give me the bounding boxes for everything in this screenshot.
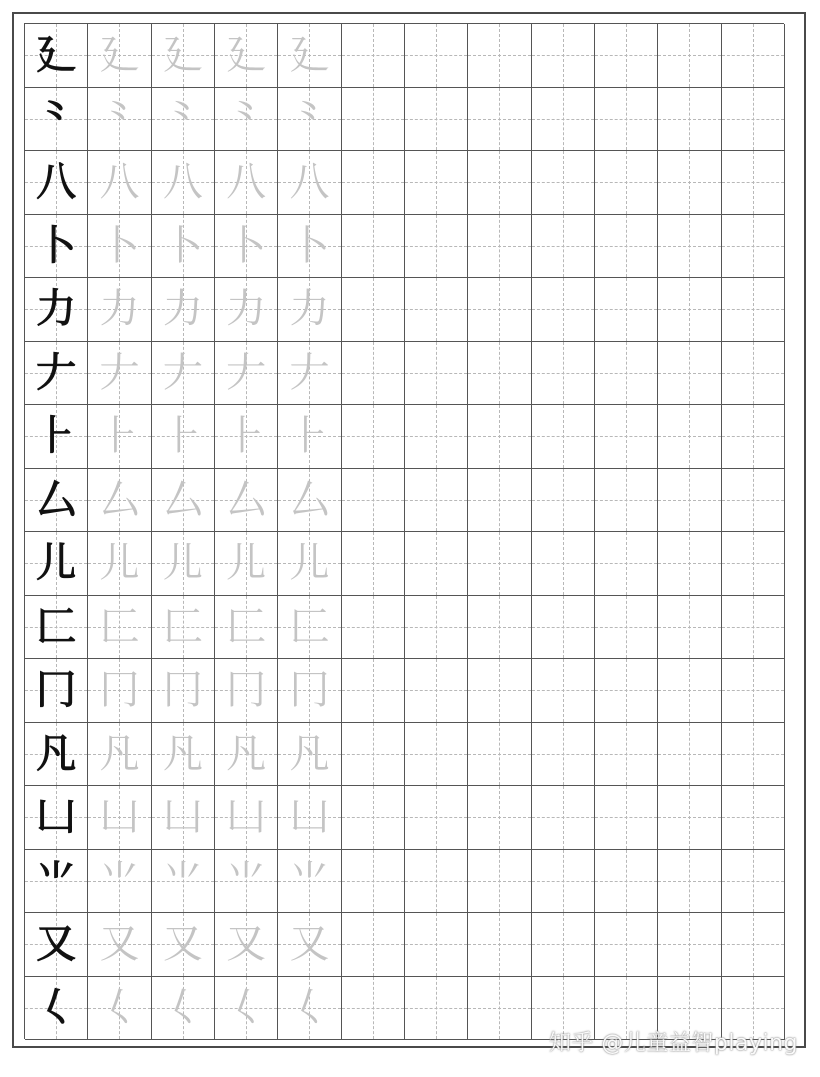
model-cell [25,659,88,723]
trace-character: 儿 [99,540,140,587]
blank-practice-cell [405,850,468,914]
trace-cell [88,850,151,914]
blank-practice-cell [595,469,658,533]
trace-cell [278,850,341,914]
blank-practice-cell [532,215,595,279]
blank-practice-cell [722,596,785,660]
blank-practice-cell [658,24,721,88]
practice-grid [24,23,784,1039]
trace-cell [215,786,278,850]
trace-character: 𡿨 [226,984,267,1031]
trace-cell [215,151,278,215]
blank-practice-cell [658,723,721,787]
trace-cell [152,405,215,469]
blank-practice-cell [595,215,658,279]
blank-practice-cell [722,24,785,88]
blank-practice-cell [468,469,531,533]
trace-character: ⺀ [226,95,267,142]
blank-practice-cell [532,532,595,596]
blank-practice-cell [722,786,785,850]
blank-practice-cell [468,659,531,723]
trace-cell [88,532,151,596]
blank-practice-cell [468,723,531,787]
trace-cell [278,278,341,342]
trace-character: 八 [162,159,203,206]
blank-practice-cell [342,532,405,596]
blank-practice-cell [342,342,405,406]
trace-cell [152,151,215,215]
model-cell [25,215,88,279]
blank-practice-cell [405,151,468,215]
trace-cell [152,786,215,850]
trace-cell [215,723,278,787]
trace-cell [215,405,278,469]
blank-practice-cell [405,24,468,88]
blank-practice-cell [468,532,531,596]
trace-cell [215,24,278,88]
trace-cell [278,596,341,660]
blank-practice-cell [405,659,468,723]
blank-practice-cell [468,786,531,850]
trace-cell [88,786,151,850]
blank-practice-cell [405,723,468,787]
trace-cell [215,342,278,406]
blank-practice-cell [722,913,785,977]
model-character: 匚 [36,602,77,650]
blank-practice-cell [595,88,658,152]
blank-practice-cell [595,151,658,215]
blank-practice-cell [468,88,531,152]
blank-practice-cell [532,278,595,342]
trace-character: 冂 [162,667,203,714]
trace-cell [215,469,278,533]
trace-character: 力 [99,286,140,333]
trace-cell [152,977,215,1041]
blank-practice-cell [595,278,658,342]
trace-character: 又 [99,921,140,968]
blank-practice-cell [342,786,405,850]
trace-character: ⺀ [99,95,140,142]
blank-practice-cell [342,596,405,660]
trace-cell [278,786,341,850]
trace-character: ⺌ [162,857,203,904]
blank-practice-cell [658,88,721,152]
blank-practice-cell [405,405,468,469]
blank-practice-cell [658,405,721,469]
trace-character: 凵 [99,794,140,841]
blank-practice-cell [468,977,531,1041]
model-character: ⺀ [36,94,77,142]
trace-cell [278,342,341,406]
trace-character: 儿 [226,540,267,587]
watermark: 知乎 @儿童益智playing [548,1031,798,1056]
model-cell [25,24,88,88]
blank-practice-cell [595,596,658,660]
blank-practice-cell [595,723,658,787]
blank-practice-cell [658,215,721,279]
trace-cell [215,596,278,660]
blank-practice-cell [658,342,721,406]
trace-character: 冂 [289,667,330,714]
trace-character: 卜 [99,222,140,269]
trace-character: 𠂇 [99,349,140,396]
trace-character: 廴 [99,32,140,79]
trace-character: 又 [289,921,330,968]
trace-cell [215,850,278,914]
trace-cell [152,469,215,533]
trace-cell [88,342,151,406]
blank-practice-cell [722,532,785,596]
model-cell [25,913,88,977]
blank-practice-cell [405,977,468,1041]
trace-character: 匚 [226,603,267,650]
blank-practice-cell [342,151,405,215]
trace-character: ⺌ [226,857,267,904]
blank-practice-cell [342,405,405,469]
trace-cell [88,596,151,660]
blank-practice-cell [405,278,468,342]
trace-cell [215,977,278,1041]
trace-cell [152,850,215,914]
blank-practice-cell [342,24,405,88]
trace-character: ⺀ [162,95,203,142]
trace-character: 凡 [99,730,140,777]
model-character: 儿 [36,539,77,587]
model-character: 冂 [36,666,77,714]
trace-cell [215,913,278,977]
trace-cell [215,659,278,723]
model-character: ⺊ [36,412,77,460]
blank-practice-cell [405,469,468,533]
trace-cell [278,977,341,1041]
blank-practice-cell [532,151,595,215]
trace-character: 廴 [289,32,330,79]
blank-practice-cell [468,24,531,88]
trace-cell [278,215,341,279]
blank-practice-cell [532,88,595,152]
trace-character: ⺊ [162,413,203,460]
blank-practice-cell [722,151,785,215]
blank-practice-cell [595,532,658,596]
blank-practice-cell [342,977,405,1041]
trace-cell [278,469,341,533]
blank-practice-cell [658,532,721,596]
model-cell [25,151,88,215]
trace-character: ⺌ [289,857,330,904]
model-cell [25,786,88,850]
blank-practice-cell [722,215,785,279]
trace-character: 冂 [99,667,140,714]
trace-cell [152,596,215,660]
blank-practice-cell [658,596,721,660]
blank-practice-cell [722,88,785,152]
trace-cell [88,24,151,88]
blank-practice-cell [722,850,785,914]
model-character: 力 [36,285,77,333]
blank-practice-cell [658,659,721,723]
blank-practice-cell [595,913,658,977]
trace-cell [278,532,341,596]
blank-practice-cell [468,850,531,914]
trace-cell [278,723,341,787]
blank-practice-cell [468,215,531,279]
trace-character: 凵 [289,794,330,841]
trace-character: 𡿨 [289,984,330,1031]
trace-cell [88,913,151,977]
blank-practice-cell [532,24,595,88]
blank-practice-cell [532,596,595,660]
blank-practice-cell [342,723,405,787]
blank-practice-cell [722,659,785,723]
blank-practice-cell [532,469,595,533]
trace-cell [88,405,151,469]
model-character: 厶 [36,475,77,523]
blank-practice-cell [658,850,721,914]
blank-practice-cell [595,850,658,914]
trace-character: 厶 [99,476,140,523]
trace-character: 廴 [162,32,203,79]
trace-character: 凵 [226,794,267,841]
blank-practice-cell [595,659,658,723]
blank-practice-cell [342,659,405,723]
trace-character: 凡 [289,730,330,777]
trace-cell [88,469,151,533]
blank-practice-cell [595,405,658,469]
trace-cell [278,913,341,977]
trace-character: 凡 [162,730,203,777]
trace-character: 厶 [289,476,330,523]
trace-character: 力 [289,286,330,333]
model-character: 凡 [36,729,77,777]
trace-cell [152,24,215,88]
blank-practice-cell [722,405,785,469]
trace-character: 𡿨 [162,984,203,1031]
blank-practice-cell [658,913,721,977]
trace-cell [215,215,278,279]
blank-practice-cell [595,342,658,406]
trace-character: 八 [226,159,267,206]
blank-practice-cell [595,24,658,88]
trace-cell [278,151,341,215]
blank-practice-cell [722,342,785,406]
model-cell [25,278,88,342]
blank-practice-cell [342,88,405,152]
trace-cell [278,24,341,88]
trace-cell [88,977,151,1041]
trace-character: 力 [162,286,203,333]
trace-character: 𠂇 [162,349,203,396]
blank-practice-cell [405,88,468,152]
model-cell [25,405,88,469]
blank-practice-cell [658,278,721,342]
trace-cell [278,659,341,723]
blank-practice-cell [722,278,785,342]
model-character: 𡿨 [36,983,77,1031]
blank-practice-cell [722,469,785,533]
trace-cell [278,405,341,469]
blank-practice-cell [405,215,468,279]
blank-practice-cell [658,469,721,533]
blank-practice-cell [658,786,721,850]
blank-practice-cell [468,342,531,406]
blank-practice-cell [532,723,595,787]
blank-practice-cell [532,659,595,723]
model-character: ⺌ [36,856,77,904]
trace-character: 厶 [226,476,267,523]
trace-character: 厶 [162,476,203,523]
model-cell [25,723,88,787]
trace-cell [88,88,151,152]
blank-practice-cell [468,913,531,977]
trace-character: 𡿨 [99,984,140,1031]
model-character: 𠂇 [36,348,77,396]
blank-practice-cell [342,913,405,977]
trace-cell [152,532,215,596]
model-cell [25,469,88,533]
trace-character: 匚 [162,603,203,650]
trace-cell [152,723,215,787]
trace-cell [152,913,215,977]
blank-practice-cell [405,342,468,406]
blank-practice-cell [405,786,468,850]
blank-practice-cell [532,405,595,469]
model-character: 凵 [36,793,77,841]
trace-character: 冂 [226,667,267,714]
trace-cell [88,278,151,342]
trace-character: 卜 [289,222,330,269]
trace-cell [215,88,278,152]
blank-practice-cell [532,913,595,977]
trace-character: 儿 [289,540,330,587]
trace-character: 又 [226,921,267,968]
blank-practice-cell [405,913,468,977]
blank-practice-cell [658,151,721,215]
trace-character: ⺀ [289,95,330,142]
trace-character: 又 [162,921,203,968]
trace-character: 力 [226,286,267,333]
model-cell [25,850,88,914]
model-cell [25,977,88,1041]
trace-cell [278,88,341,152]
blank-practice-cell [532,342,595,406]
blank-practice-cell [342,850,405,914]
model-cell [25,88,88,152]
trace-cell [88,659,151,723]
blank-practice-cell [532,786,595,850]
trace-character: ⺌ [99,857,140,904]
blank-practice-cell [342,278,405,342]
blank-practice-cell [405,596,468,660]
trace-cell [152,659,215,723]
trace-character: 八 [289,159,330,206]
trace-cell [88,151,151,215]
trace-character: 凡 [226,730,267,777]
trace-character: 儿 [162,540,203,587]
trace-character: 凵 [162,794,203,841]
blank-practice-cell [595,786,658,850]
trace-character: ⺊ [226,413,267,460]
model-cell [25,342,88,406]
blank-practice-cell [468,151,531,215]
blank-practice-cell [405,532,468,596]
model-cell [25,532,88,596]
trace-character: 𠂇 [289,349,330,396]
blank-practice-cell [342,469,405,533]
trace-cell [152,88,215,152]
trace-cell [152,215,215,279]
trace-character: 廴 [226,32,267,79]
blank-practice-cell [532,850,595,914]
trace-character: 匚 [99,603,140,650]
model-character: 廴 [36,31,77,79]
blank-practice-cell [468,278,531,342]
blank-practice-cell [468,596,531,660]
trace-character: 八 [99,159,140,206]
trace-character: 𠂇 [226,349,267,396]
trace-cell [215,278,278,342]
trace-character: 卜 [226,222,267,269]
model-character: 卜 [36,221,77,269]
trace-character: 匚 [289,603,330,650]
trace-cell [215,532,278,596]
trace-cell [88,215,151,279]
trace-character: ⺊ [99,413,140,460]
trace-cell [152,342,215,406]
trace-character: ⺊ [289,413,330,460]
trace-cell [152,278,215,342]
model-character: 八 [36,158,77,206]
blank-practice-cell [342,215,405,279]
blank-practice-cell [722,723,785,787]
model-character: 又 [36,920,77,968]
trace-cell [88,723,151,787]
blank-practice-cell [468,405,531,469]
trace-character: 卜 [162,222,203,269]
model-cell [25,596,88,660]
